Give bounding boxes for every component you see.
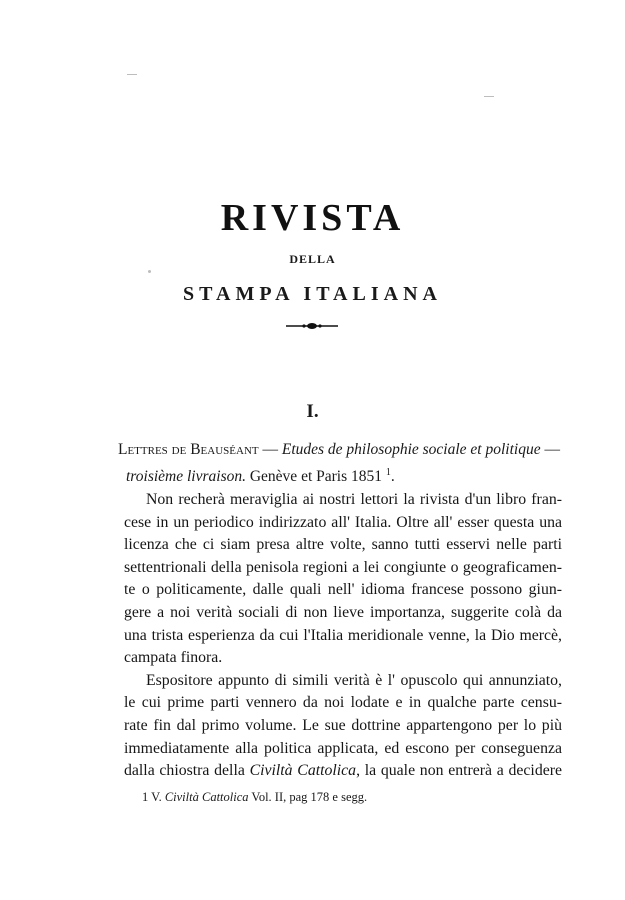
text-line: gere a noi verità sociali di non lieve importanza, suggerite colà da [124, 603, 562, 621]
heading-author: Lettres de Beauséant [118, 441, 259, 458]
heading-work-title: Etudes de philosophie sociale et politique [281, 441, 541, 458]
ornament-divider [284, 319, 340, 333]
text-line: campata finora. [124, 649, 223, 667]
page-subtitle: STAMPA ITALIANA [183, 283, 442, 305]
section-number: I. [306, 401, 319, 422]
paragraph-1 [124, 489, 562, 670]
heading-dash: — [258, 441, 282, 458]
body-text [124, 489, 562, 783]
heading-dash: — [540, 441, 560, 458]
paragraph-2 [124, 670, 562, 783]
text-line: immediatamente alla politica applicata, ed escono per conseguenza [124, 739, 562, 757]
heading-edition: troisième livraison. [126, 468, 246, 486]
footnote-marker: 1 [142, 790, 149, 804]
text-line: dalla chiostra della Civiltà Cattolica, la quale non entrerà a decidere [124, 762, 563, 780]
text-line: Espositore appunto di simili verità è l' opuscolo qui annunziato, [146, 671, 562, 689]
text-line: rate fin dal primo volume. Le sue dottrine appartengono per lo più [124, 716, 562, 734]
title-della: DELLA [289, 252, 336, 266]
journal-title: Civiltà Cattolica [249, 762, 357, 780]
footnote-journal: Civiltà Cattolica [164, 790, 249, 804]
text-line: le cui prime parti vennero da noi lodate e in qualche parte censu- [124, 694, 562, 712]
text-line: Non recherà meraviglia ai nostri lettori la rivista d'un libro fran- [146, 491, 562, 508]
text-line: te o politicamente, dalle quali nell' idioma francese possono giun- [124, 581, 562, 599]
heading-place: Genève et Paris 1851 [245, 468, 386, 486]
section-heading: Lettres de Beauséant — Etudes de philosophie sociale et politique — troisième livraison. Genève et Paris 1851 $^1$. [118, 441, 560, 486]
text-line: cese in un periodico indirizzato all' Italia. Oltre all' esser questa una [124, 513, 562, 531]
footnote-ref: 1 [385, 467, 391, 478]
page-title: RIVISTA [220, 197, 405, 239]
footnote: 1 V. Civiltà Cattolica Vol. II, pag 178 e segg. [142, 790, 368, 804]
text-line: licenza che ci siam presa altre volte, sanno tutti esservi nelle parti [124, 536, 562, 554]
text-line: settentrionali della penisola regioni a lei congiunte o geograficamen- [124, 558, 562, 576]
text-line: una trista esperienza da cui l'Italia meridionale venne, la Dio mercè, [124, 626, 562, 644]
